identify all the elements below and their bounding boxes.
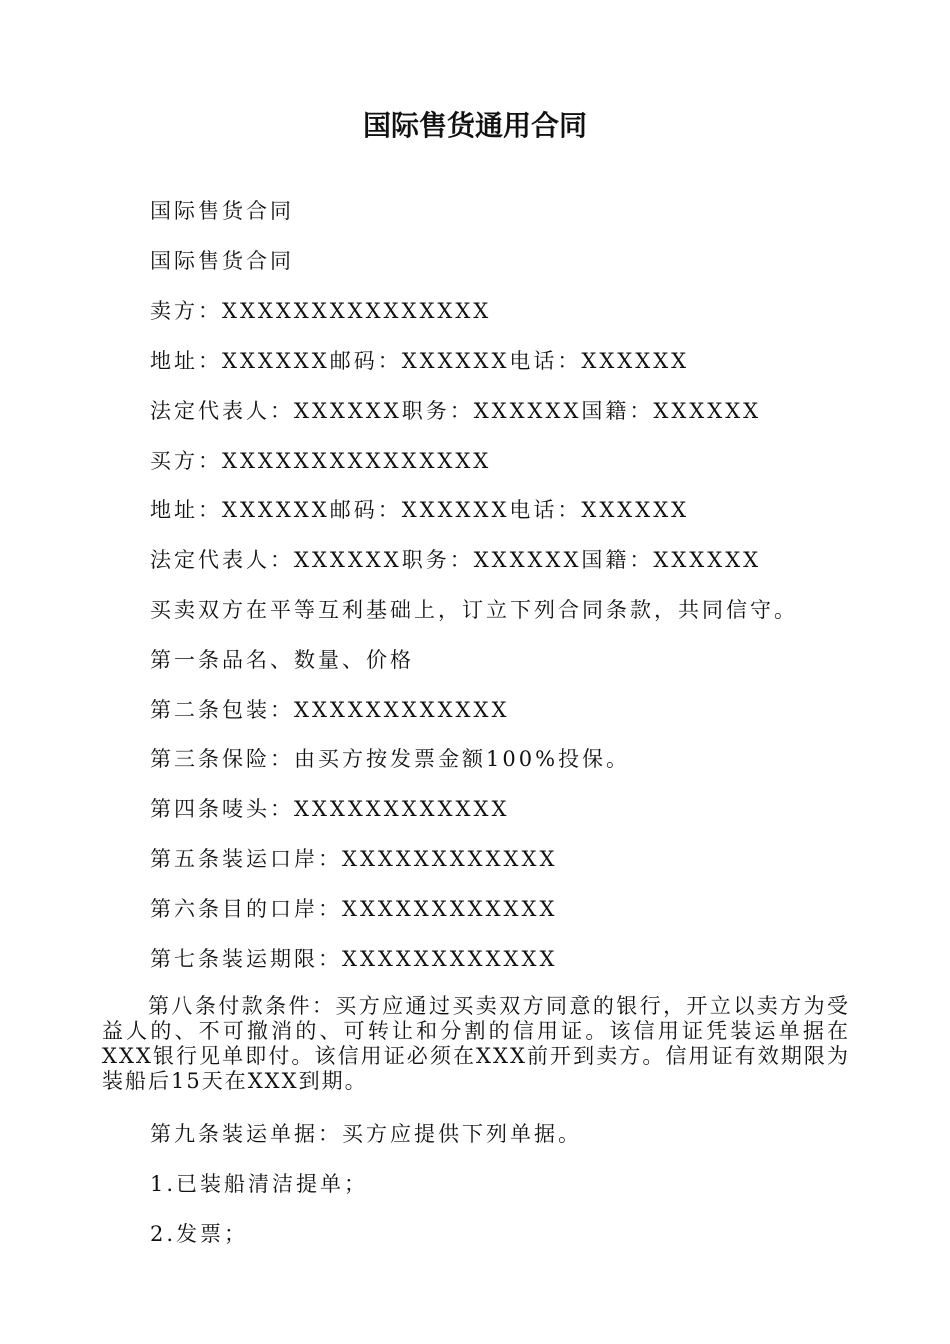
article-1: 第一条品名、数量、价格: [150, 648, 414, 672]
article-7: 第七条装运期限：XXXXXXXXXXXX: [150, 947, 558, 971]
article-3: 第三条保险：由买方按发票金额100%投保。: [150, 747, 631, 771]
paragraph-preamble: 买卖双方在平等互利基础上，订立下列合同条款，共同信守。: [150, 598, 798, 622]
paragraph-seller-representative: 法定代表人：XXXXXX职务：XXXXXX国籍：XXXXXX: [150, 399, 762, 423]
list-item-2: 2.发票；: [150, 1222, 249, 1246]
paragraph-buyer-representative: 法定代表人：XXXXXX职务：XXXXXX国籍：XXXXXX: [150, 548, 762, 572]
article-2: 第二条包装：XXXXXXXXXXXX: [150, 698, 510, 722]
article-4: 第四条唛头：XXXXXXXXXXXX: [150, 797, 510, 821]
paragraph-contract-heading: 国际售货合同: [150, 199, 294, 223]
paragraph-seller-address: 地址：XXXXXX邮码：XXXXXX电话：XXXXXX: [150, 349, 690, 373]
article-6: 第六条目的口岸：XXXXXXXXXXXX: [150, 897, 558, 921]
article-5: 第五条装运口岸：XXXXXXXXXXXX: [150, 847, 558, 871]
paragraph-buyer: 买方：XXXXXXXXXXXXXXX: [150, 449, 492, 473]
article-8: 第八条付款条件：买方应通过买卖双方同意的银行，开立以卖方为受益人的、不可撤消的、可转让和分割的信用证。该信用证凭装运单据在XXX银行见单即付。该信用证必须在XXX前开到卖方。信用证有效期限为装船后15天在XXX到期。: [102, 994, 850, 1093]
paragraph-contract-heading-repeat: 国际售货合同: [150, 249, 294, 273]
paragraph-seller: 卖方：XXXXXXXXXXXXXXX: [150, 299, 492, 323]
article-9: 第九条装运单据：买方应提供下列单据。: [150, 1122, 582, 1146]
paragraph-buyer-address: 地址：XXXXXX邮码：XXXXXX电话：XXXXXX: [150, 498, 690, 522]
document-title: 国际售货通用合同: [362, 109, 587, 142]
list-item-1: 1.已装船清洁提单；: [150, 1172, 369, 1196]
